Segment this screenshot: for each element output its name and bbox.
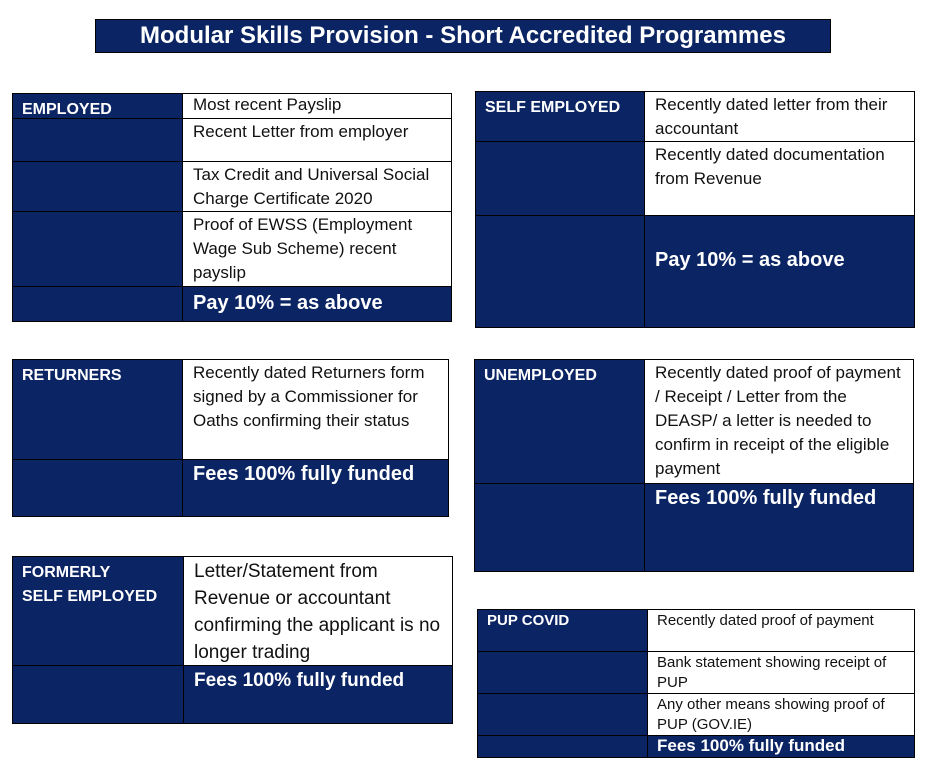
unemployed-fee: Fees 100% fully funded xyxy=(645,484,913,571)
employed-label: EMPLOYED xyxy=(22,101,112,118)
returners-card xyxy=(12,359,449,517)
formerly-self-employed-requirement: Letter/Statement from Revenue or accountant confirming the applicant is no longer trading xyxy=(184,557,452,666)
formerly-self-employed-label xyxy=(22,561,157,609)
self-employed-requirement: Recently dated letter from their accountant xyxy=(645,92,914,142)
employed-card xyxy=(12,93,452,322)
page-title: Modular Skills Provision - Short Accredited Programmes xyxy=(95,19,831,53)
formerly-self-employed-fee: Fees 100% fully funded xyxy=(184,666,452,723)
returners-requirement: Recently dated Returners form signed by a Commissioner for Oaths confirming their status xyxy=(183,360,448,460)
pup-covid-requirement: Bank statement showing receipt of PUP xyxy=(648,652,914,694)
pup-covid-fee: Fees 100% fully funded xyxy=(648,736,914,757)
employed-requirement: Proof of EWSS (Employment Wage Sub Scheme) recent payslip xyxy=(183,212,451,287)
pup-covid-label-column xyxy=(478,610,648,757)
returners-label: RETURNERS xyxy=(22,367,122,384)
self-employed-label-column xyxy=(476,92,645,327)
pup-covid-card xyxy=(477,609,915,758)
self-employed-label: SELF EMPLOYED xyxy=(485,99,621,116)
pup-covid-label: PUP COVID xyxy=(487,612,570,629)
employed-fee: Pay 10% = as above xyxy=(183,287,451,321)
employed-requirement: Most recent Payslip xyxy=(183,94,451,119)
returners-label-column xyxy=(13,360,183,516)
returners-fee: Fees 100% fully funded xyxy=(183,460,448,516)
unemployed-label: UNEMPLOYED xyxy=(484,367,597,384)
pup-covid-requirement: Recently dated proof of payment xyxy=(648,610,914,652)
formerly-label-line: FORMERLY xyxy=(22,564,111,581)
self-employed-requirement: Recently dated documentation from Revenue xyxy=(645,142,914,216)
unemployed-card xyxy=(474,359,914,572)
unemployed-requirement: Recently dated proof of payment / Receipt / Letter from the DEASP/ a letter is needed to confirm in receipt of the eligible payment xyxy=(645,360,913,484)
self-employed-label-line: SELF EMPLOYED xyxy=(22,588,158,605)
employed-requirement: Recent Letter from employer xyxy=(183,119,451,162)
self-employed-fee: Pay 10% = as above xyxy=(645,216,914,327)
employed-requirement: Tax Credit and Universal Social Charge Certificate 2020 xyxy=(183,162,451,212)
formerly-self-employed-card xyxy=(12,556,453,724)
formerly-self-employed-label-column xyxy=(13,557,184,723)
self-employed-card xyxy=(475,91,915,328)
employed-label-column xyxy=(13,94,183,321)
pup-covid-requirement: Any other means showing proof of PUP (GOV.IE) xyxy=(648,694,914,736)
unemployed-label-column xyxy=(475,360,645,571)
